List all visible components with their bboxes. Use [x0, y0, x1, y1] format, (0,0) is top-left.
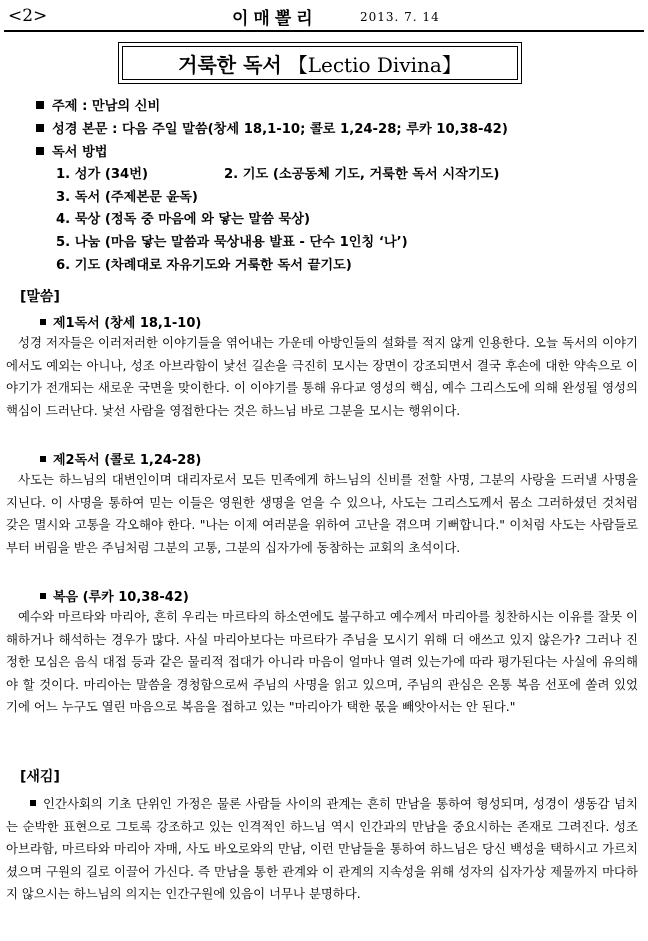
step-1: 1. 성가 (34번) — [56, 167, 148, 182]
title-inner-frame — [122, 46, 518, 80]
step-row-3 — [36, 187, 636, 210]
square-bullet-icon — [36, 124, 44, 132]
page-number: <2> — [8, 6, 48, 26]
scripture-text: 성경 본문 : 다음 주일 말씀(창세 18,1-10; 콜로 1,24-28; 루카 10,38-42) — [52, 122, 508, 137]
step-row-1 — [36, 164, 636, 187]
word-section-heading: [말씀] — [20, 289, 60, 305]
title-korean: 거룩한 독서 — [178, 52, 282, 77]
page-header — [0, 0, 648, 34]
info-block — [36, 95, 636, 277]
square-bullet-icon — [36, 147, 44, 155]
theme-text: 주제 : 만남의 신비 — [52, 99, 161, 114]
reflection-paragraph — [6, 793, 638, 906]
reading-2-heading — [40, 449, 201, 468]
method-label: 독서 방법 — [52, 145, 108, 160]
scripture-row — [36, 118, 636, 141]
reflection-section-heading: [새김] — [20, 769, 60, 785]
title-latin: 【Lectio Divina】 — [287, 52, 462, 77]
reflection-text: 인간사회의 기초 단위인 가정은 물론 사람들 사이의 관계는 흔히 만남을 통하여 형성되며, 성경이 생동감 넘치는 순박한 표현으로 그토록 강조하고 있는 인격적인 하느님 역시 인간과의 만남을 중요시하는 존재로 그려진다. 성조 아브라함, 마르타와 마리아 자매, 사도 바오로와의 만남, 이런 만남들을 통하여 하느님은 당신 백성을 택하시고 가르치셨으며 구원의 길로 이끌어 가신다. 즉 만남을 통한 관계와 이 관계의 지속성을 위해 성자의 십자가상 제물까지 마다하지 않으시는 하느님의 의지는 인간구원에 있음이 너무나 분명하다. — [6, 796, 638, 901]
step-row-5 — [36, 232, 636, 255]
header-divider — [4, 30, 644, 32]
title-box — [118, 42, 522, 84]
theme-row — [36, 95, 636, 118]
step-3: 3. 독서 (주제본문 윤독) — [56, 189, 198, 205]
square-bullet-icon — [40, 593, 46, 599]
reading-2-text: 사도는 하느님의 대변인이며 대리자로서 모든 민족에게 하느님의 신비를 전할 사명, 그분의 사랑을 드러낼 사명을 지닌다. 이 사명을 통하여 믿는 이들은 영원한 생명을 얻을 수 있으나, 사도는 그리스도께서 몸소 그러하셨던 것처럼 갖은 멸시와 고통을 각오해야 한다. "나는 이제 여러분을 위하여 고난을 겪으며 기뻐합니다." 이처럼 사도는 사람들로부터 버림을 받은 주님처럼 그분의 고통, 그분의 십자가에 동참하는 교회의 초석이다. — [6, 472, 638, 555]
step-row-4 — [36, 209, 636, 232]
newsletter-name: 이매뽈리 — [232, 9, 318, 29]
reading-1-text: 성경 저자들은 이러저러한 이야기들을 엮어내는 가운데 아방인들의 설화를 적지 않게 인용한다. 오늘 독서의 이야기에서도 예외는 아니나, 성조 아브라함이 낯선 길손을 극진히 모시는 장면이 강조되면서 결국 후손에 대한 약속으로 이야기가 전개되는 새로운 국면을 맞이한다. 이 이야기를 통해 유다교 영성의 핵심, 예수 그리스도에 의해 완성될 영성의 핵심이 드러난다. 낯선 사람을 영접한다는 것은 하느님 바로 그분을 모시는 행위이다. — [6, 335, 638, 418]
square-bullet-icon — [40, 456, 46, 462]
gospel-title: 복음 (루카 10,38-42) — [53, 590, 189, 605]
square-bullet-icon — [40, 319, 46, 325]
step-6: 6. 기도 (차례대로 자유기도와 거룩한 독서 끝기도) — [56, 257, 352, 273]
method-row — [36, 141, 636, 164]
reading-1-heading — [40, 312, 201, 331]
issue-date: 2013. 7. 14 — [360, 10, 440, 24]
gospel-text: 예수와 마르타와 마리아, 흔히 우리는 마르타의 하소연에도 불구하고 예수께서 마리아를 칭찬하시는 이유를 잘못 이해하거나 해석하는 경우가 많다. 사실 마리아보다는 마르타가 주님을 모시기 위해 더 애쓰고 있지 않은가? 그러나 진정한 모심은 음식 대접 등과 같은 물리적 접대가 아니라 마음이 얼마나 열려 있는가에 따라 평가된다는 사실에 유의해야 할 것이다. 마리아는 말씀을 경청함으로써 주님의 사명을 읽고 있으며, 주님의 관심은 온통 복음 선포에 쏠려 있었기에 어느 누구도 열린 마음으로 복음을 접하고 있는 "마리아가 택한 몫을 빼앗아서는 안 된다." — [6, 609, 638, 714]
square-bullet-icon — [36, 101, 44, 109]
reading-1-title: 제1독서 (창세 18,1-10) — [53, 316, 202, 331]
reading-2-title: 제2독서 (콜로 1,24-28) — [53, 453, 202, 468]
gospel-heading — [40, 586, 189, 605]
square-bullet-icon — [30, 800, 36, 806]
step-row-6 — [36, 255, 636, 278]
step-4: 4. 묵상 (정독 중 마음에 와 닿는 말씀 묵상) — [56, 212, 311, 228]
step-2: 2. 기도 (소공동체 기도, 거룩한 독서 시작기도) — [224, 167, 500, 182]
step-5: 5. 나눔 (마음 닿는 말씀과 묵상내용 발표 - 단수 1인칭 ‘나’) — [56, 235, 408, 251]
